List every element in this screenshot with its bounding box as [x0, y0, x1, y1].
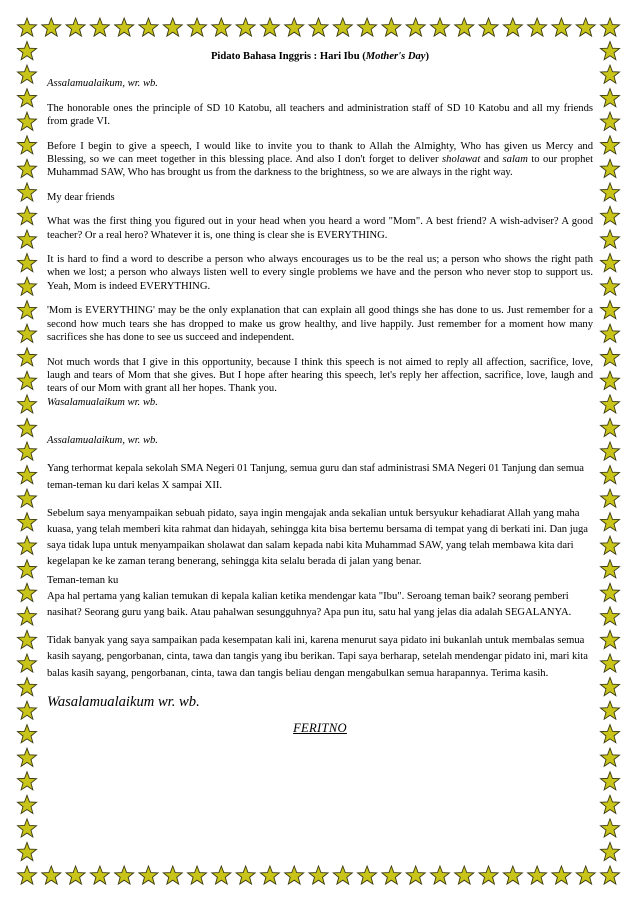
- star-icon: [600, 18, 619, 36]
- star-icon: [600, 654, 619, 672]
- star-icon: [17, 395, 36, 413]
- star-icon: [600, 772, 619, 790]
- star-icon: [455, 866, 474, 884]
- english-greeting: Assalamualaikum, wr. wb.: [47, 78, 158, 90]
- star-icon: [600, 630, 619, 648]
- star-icon: [600, 442, 619, 460]
- star-icon: [17, 748, 36, 766]
- star-icon: [600, 183, 619, 201]
- star-icon: [17, 65, 36, 83]
- star-icon: [17, 324, 36, 342]
- star-icon: [528, 18, 547, 36]
- star-icon: [600, 607, 619, 625]
- title-prefix: Pidato Bahasa Inggris : Hari Ibu (: [210, 51, 366, 62]
- english-paragraph-5: It is hard to find a word to describe a person who always encourages us to be the real us; a person who shows the right path when we lost; a person who always listen well to every single problems we have and the person who never stop to support us. Yeah, Mom is indeed EVERYTHING.: [47, 254, 593, 292]
- english-p2-text: Before I begin to give a speech, I would like to invite you to thank to Allah the Almighty, Who has given us Mercy and Blessing, so we can meet together in this blessing place. And also I don't forget to deliver: [47, 140, 593, 166]
- english-p2-rest: to our prophet Muhammad SAW, Who has brought us from the darkness to the brightness, so we are always in the right way.: [47, 154, 594, 179]
- star-icon: [17, 795, 36, 813]
- star-icon: [552, 866, 571, 884]
- star-icon: [163, 866, 182, 884]
- section-spacer: [47, 409, 593, 433]
- english-paragraph-3: My dear friends: [47, 191, 115, 203]
- star-icon: [17, 254, 36, 272]
- star-icon: [430, 18, 449, 36]
- star-icon: [455, 18, 474, 36]
- star-icon: [17, 466, 36, 484]
- star-icon: [212, 18, 231, 36]
- star-icon: [17, 301, 36, 319]
- star-icon: [212, 866, 231, 884]
- english-paragraph-1: The honorable ones the principle of SD 10 Katobu, all teachers and administration staff of SD 10 Katobu and all my friends from grade VI.: [47, 102, 593, 128]
- english-speech: [47, 77, 593, 409]
- document-page: [47, 50, 593, 735]
- english-p2-salam: salam: [502, 154, 528, 166]
- star-icon: [17, 772, 36, 790]
- star-icon: [115, 18, 134, 36]
- star-icon: [503, 866, 522, 884]
- star-icon: [600, 725, 619, 743]
- star-icon: [17, 442, 36, 460]
- english-paragraph-7: Not much words that I give in this opportunity, because I think this speech is not aimed to reply all affection, sacrifice, love, laugh and tears of Mom that she gives. But I hope after hearing this speech, let's reply her affection, sacrifice, love, laugh and tears of our Mom with grant all her hopes. Thank you.: [47, 356, 593, 395]
- star-icon: [260, 18, 279, 36]
- star-icon: [236, 18, 255, 36]
- star-icon: [600, 112, 619, 130]
- star-icon: [600, 466, 619, 484]
- star-icon: [600, 348, 619, 366]
- star-icon: [17, 230, 36, 248]
- star-icon: [479, 18, 498, 36]
- star-icon: [600, 536, 619, 554]
- indonesian-greeting: Assalamualaikum, wr. wb.: [47, 435, 158, 447]
- star-icon: [90, 866, 109, 884]
- star-icon: [600, 418, 619, 436]
- star-icon: [17, 489, 36, 507]
- english-closing: Wasalamualaikum wr. wb.: [47, 396, 158, 408]
- star-icon: [503, 18, 522, 36]
- star-icon: [358, 18, 377, 36]
- title-italic: Mother's Day: [365, 51, 426, 62]
- star-icon: [17, 136, 36, 154]
- english-paragraph-2: [47, 140, 593, 180]
- star-icon: [17, 866, 36, 884]
- star-icon: [17, 371, 36, 389]
- star-icon: [285, 18, 304, 36]
- star-icon: [17, 277, 36, 295]
- star-icon: [17, 583, 36, 601]
- star-icon: [17, 183, 36, 201]
- star-icon: [600, 136, 619, 154]
- star-icon: [528, 866, 547, 884]
- star-icon: [17, 819, 36, 837]
- star-icon: [17, 159, 36, 177]
- star-icon: [600, 795, 619, 813]
- star-icon: [576, 866, 595, 884]
- indonesian-paragraph-4: Apa hal pertama yang kalian temukan di kepala kalian ketika mendengar kata "Ibu". Seroang teman baik? seorang pemberi nasihat? Seorang guru yang baik. Atau pahalwan sesungguhnya? Apa pun itu, satu hal yang jelas dia adalah SEGALANYA.: [47, 590, 572, 618]
- star-icon: [576, 18, 595, 36]
- star-icon: [17, 654, 36, 672]
- star-icon: [139, 866, 158, 884]
- star-icon: [17, 206, 36, 224]
- star-icon: [17, 348, 36, 366]
- star-icon: [333, 18, 352, 36]
- star-icon: [17, 112, 36, 130]
- english-p2-sholawat: sholawat: [442, 154, 481, 166]
- star-icon: [600, 206, 619, 224]
- star-icon: [17, 18, 36, 36]
- star-icon: [66, 18, 85, 36]
- english-paragraph-6: 'Mom is EVERYTHING' may be the only explanation that can explain all good things she has done to us. Just remember for a second how much tears she has dropped to make us grow healthy, and live happily. Just remember for a moment how many sacrifices she has done to see us succeed and independent.: [47, 305, 593, 344]
- star-icon: [17, 607, 36, 625]
- english-paragraph-4: What was the first thing you figured out in your head when you heard a word "Mom". A best friend? A wish-adviser? A good teacher? Or a real hero? Whatever it is, one thing is clear she is EVERYTHING.: [47, 216, 593, 241]
- star-icon: [600, 701, 619, 719]
- star-icon: [17, 89, 36, 107]
- star-icon: [552, 18, 571, 36]
- indonesian-speech: [47, 433, 593, 710]
- indonesian-paragraph-2: Sebelum saya menyampaikan sebuah pidato, saya ingin mengajak anda sekalian untuk bersyukur kehadiarat Allah yang maha kuasa, yang telah memberi kita rahmat dan hidayah, sehingga kita bisa bertemu bersama di tempat yang di berkati ini. Dan juga saya tidak lupa untuk menyampaikan sholawat dan salam kepada nabi kita Muhammad SAW, yang telah membawa kita dari kegelapan ke ke zaman terang benerang, sehingga kita selalu berada di jalan yang benar.: [47, 507, 588, 568]
- star-icon: [600, 254, 619, 272]
- indonesian-paragraph-1: Yang terhormat kepala sekolah SMA Negeri 01 Tanjung, semua guru dan staf administrasi SMA Negeri 01 Tanjung dan semua teman-teman ku dari kelas X sampai XII.: [47, 463, 584, 491]
- star-icon: [382, 866, 401, 884]
- star-icon: [17, 42, 36, 60]
- star-icon: [382, 18, 401, 36]
- star-icon: [188, 866, 207, 884]
- star-icon: [600, 583, 619, 601]
- star-icon: [42, 866, 61, 884]
- star-icon: [17, 725, 36, 743]
- star-icon: [600, 371, 619, 389]
- star-icon: [600, 842, 619, 860]
- star-icon: [600, 65, 619, 83]
- star-icon: [90, 18, 109, 36]
- star-icon: [600, 560, 619, 578]
- title-suffix: ): [425, 51, 430, 62]
- indonesian-paragraph-5: Tidak banyak yang saya sampaikan pada kesempatan kali ini, karena menurut saya pidato ini bukanlah untuk membalas semua kasih sayang, pengorbanan, cinta, tawa dan tangis yang ibu berikan. Tapi saya berharap, setelah mendengar pidato ini, mari kita balas kasih sayang, pengorbanan, cinta, tawa dan tangis beliau dengan mengabulkan semua harapannya. Terima kasih.: [47, 635, 588, 679]
- star-icon: [600, 866, 619, 884]
- indonesian-paragraph-3: Teman-teman ku: [47, 574, 119, 586]
- star-icon: [17, 701, 36, 719]
- star-icon: [309, 866, 328, 884]
- star-icon: [600, 513, 619, 531]
- star-icon: [17, 418, 36, 436]
- english-p2-and: and: [480, 154, 503, 166]
- star-icon: [600, 819, 619, 837]
- document-title: [47, 50, 593, 63]
- star-icon: [236, 866, 255, 884]
- star-icon: [358, 866, 377, 884]
- star-icon: [600, 277, 619, 295]
- star-icon: [600, 748, 619, 766]
- star-icon: [17, 536, 36, 554]
- star-icon: [163, 18, 182, 36]
- star-icon: [600, 42, 619, 60]
- star-icon: [260, 866, 279, 884]
- author-signature: FERITNO: [293, 720, 347, 735]
- star-icon: [600, 678, 619, 696]
- star-icon: [17, 513, 36, 531]
- star-icon: [600, 301, 619, 319]
- indonesian-closing: Wasalamualaikum wr. wb.: [47, 693, 200, 710]
- star-icon: [333, 866, 352, 884]
- star-icon: [188, 18, 207, 36]
- star-icon: [17, 842, 36, 860]
- star-icon: [285, 866, 304, 884]
- star-icon: [600, 395, 619, 413]
- star-icon: [600, 230, 619, 248]
- star-icon: [139, 18, 158, 36]
- star-icon: [600, 324, 619, 342]
- star-icon: [17, 678, 36, 696]
- star-icon: [406, 866, 425, 884]
- star-icon: [600, 489, 619, 507]
- star-icon: [17, 630, 36, 648]
- star-icon: [479, 866, 498, 884]
- star-icon: [66, 866, 85, 884]
- star-icon: [309, 18, 328, 36]
- star-icon: [42, 18, 61, 36]
- star-icon: [430, 866, 449, 884]
- star-icon: [17, 560, 36, 578]
- star-icon: [600, 159, 619, 177]
- star-icon: [406, 18, 425, 36]
- star-icon: [600, 89, 619, 107]
- star-icon: [115, 866, 134, 884]
